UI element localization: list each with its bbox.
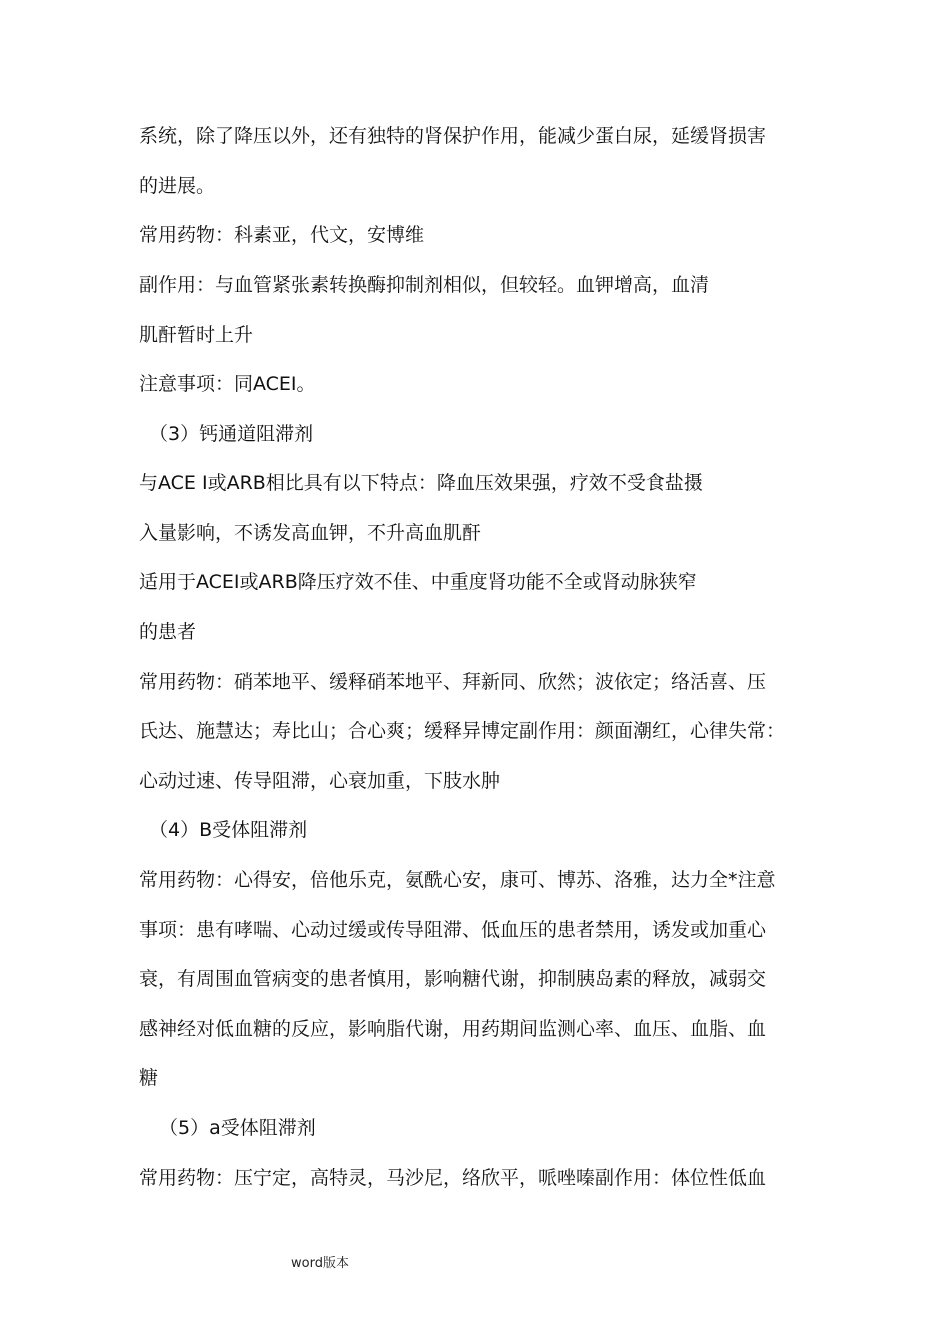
text-line: 适用于ACEI或ARB降压疗效不佳、中重度肾功能不全或肾动脉狭窄	[139, 571, 697, 593]
text-line: 衰，有周围血管病变的患者慎用，影响糖代谢，抑制胰岛素的释放，减弱交	[139, 968, 767, 990]
text-line: 氏达、施慧达；寿比山；合心爽；缓释异博定副作用：颜面潮红，心律失常：	[139, 720, 786, 742]
text-line: 肌酐暂时上升	[139, 324, 254, 346]
text-line: 常用药物：压宁定，高特灵，马沙尼，络欣平，哌唑嗪副作用：体位性低血	[139, 1167, 767, 1189]
section-heading: （3）钙通道阻滞剂	[149, 423, 314, 445]
text-line: 与ACE Ⅰ或ARB相比具有以下特点：降血压效果强，疗效不受食盐摄	[139, 472, 703, 494]
section-heading: （4）B受体阻滞剂	[149, 819, 308, 841]
text-line: 注意事项：同ACEI。	[139, 373, 316, 395]
text-line: 副作用：与血管紧张素转换酶抑制剂相似，但较轻。血钾增高，血清	[139, 274, 710, 296]
text-line: 常用药物：心得安，倍他乐克，氨酰心安，康可、博苏、洛雅，达力全*注意	[139, 869, 776, 891]
text-line: 的进展。	[139, 175, 216, 197]
text-line: 糖	[139, 1067, 159, 1089]
text-line: 事项：患有哮喘、心动过缓或传导阻滞、低血压的患者禁用，诱发或加重心	[139, 919, 767, 941]
page-footer: word版本	[291, 1256, 349, 1271]
text-line: 的患者	[139, 621, 197, 643]
text-line: 感神经对低血糖的反应，影响脂代谢，用药期间监测心率、血压、血脂、血	[139, 1018, 767, 1040]
text-line: 常用药物：科素亚，代文，安博维	[139, 224, 425, 246]
section-heading: （5）a受体阻滞剂	[159, 1117, 316, 1139]
text-line: 心动过速、传导阻滞，心衰加重，下肢水肿	[139, 770, 501, 792]
text-line: 入量影响，不诱发高血钾，不升高血肌酐	[139, 522, 482, 544]
text-line: 常用药物：硝苯地平、缓释硝苯地平、拜新同、欣然；波依定；络活喜、压	[139, 671, 767, 693]
text-line: 系统，除了降压以外，还有独特的肾保护作用，能减少蛋白尿，延缓肾损害	[139, 125, 767, 147]
